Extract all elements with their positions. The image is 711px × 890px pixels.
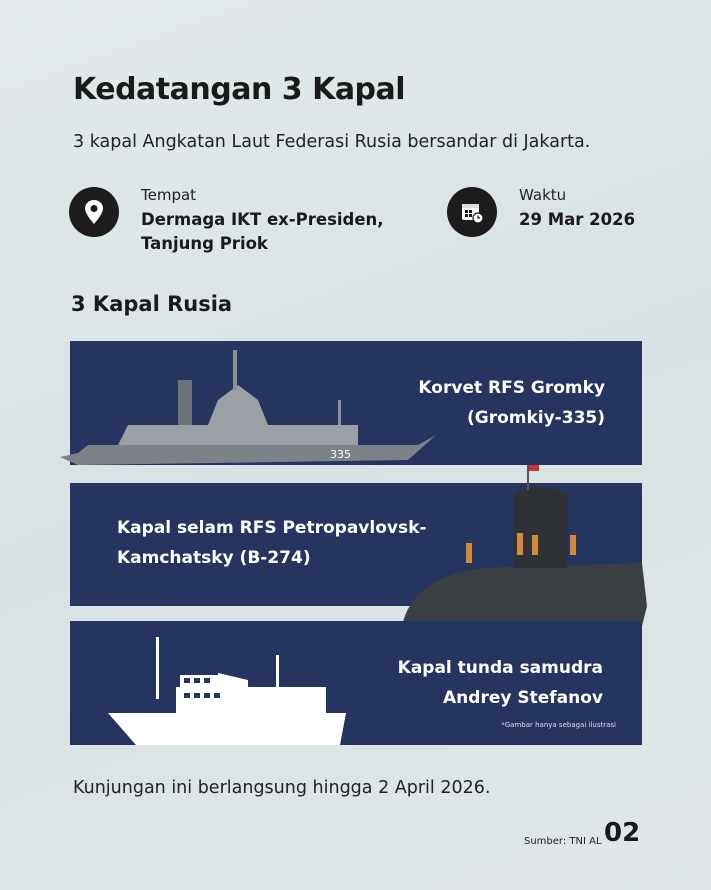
ship-name-line-1: Korvet RFS Gromky — [418, 378, 605, 398]
footer-text: Kunjungan ini berlangsung hingga 2 April 2026. — [73, 778, 491, 798]
subtitle: 3 kapal Angkatan Laut Federasi Rusia bersandar di Jakarta. — [73, 132, 591, 152]
time-value: 29 Mar 2026 — [519, 210, 636, 229]
ship-name-line-2: Andrey Stefanov — [443, 688, 603, 708]
ship-name-line-1: Kapal tunda samudra — [397, 658, 603, 678]
submarine-image — [402, 463, 647, 628]
place-line-2: Tanjung Priok — [141, 234, 268, 253]
ship-card-tug — [70, 621, 642, 745]
source: Sumber: TNI AL — [524, 836, 602, 847]
map-pin-icon — [69, 187, 119, 237]
ship-card-corvette — [70, 341, 642, 465]
place-label: Tempat — [141, 186, 197, 204]
place-value — [141, 208, 384, 256]
time-label: Waktu — [519, 186, 567, 204]
ship-name-line-2: Kamchatsky (B-274) — [117, 548, 311, 568]
ship-name-line-2: (Gromkiy-335) — [466, 408, 605, 428]
calendar-clock-icon — [447, 187, 497, 237]
section-title: 3 Kapal Rusia — [71, 292, 233, 316]
tug-ship-icon — [108, 635, 348, 747]
ship-name — [117, 513, 426, 573]
illustration-note: *Gambar hanya sebagai ilustrasi — [501, 721, 616, 729]
ship-name — [418, 373, 605, 433]
hull-number: 335 — [330, 448, 351, 461]
ship-name-line-1: Kapal selam RFS Petropavlovsk- — [117, 518, 427, 538]
page-title: Kedatangan 3 Kapal — [73, 72, 406, 107]
page-number: 02 — [604, 818, 641, 848]
ship-card-submarine — [70, 483, 642, 606]
place-line-1: Dermaga IKT ex-Presiden, — [141, 210, 384, 229]
ship-name — [398, 653, 603, 713]
corvette-image — [58, 345, 438, 470]
